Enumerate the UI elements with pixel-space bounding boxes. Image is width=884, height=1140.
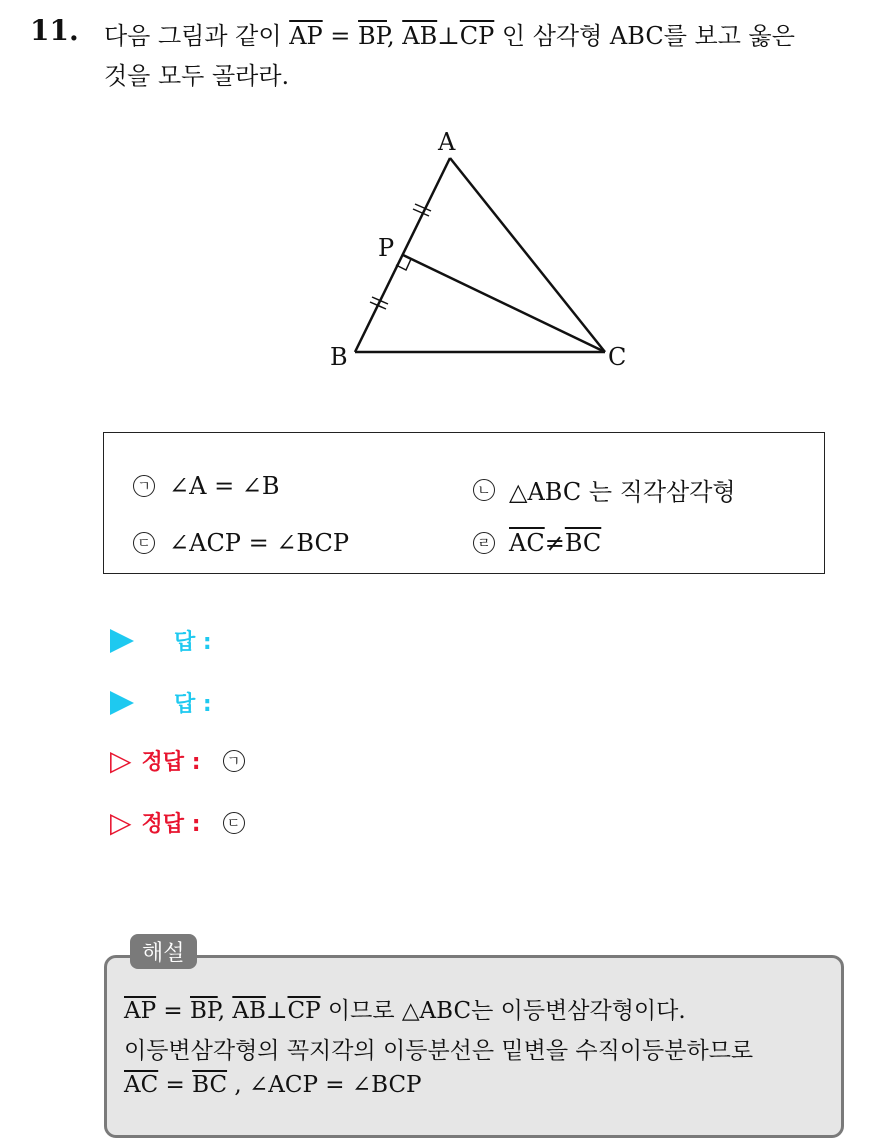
segment-bp: $\overline{BP}$: [190, 998, 218, 1024]
correct-answer-value: ㄱ: [223, 750, 245, 772]
correct-answer-label: 정답 :: [141, 812, 201, 837]
choice-4: [473, 529, 601, 557]
vertex-label-b: B: [330, 343, 348, 371]
question-line-1: [104, 16, 795, 51]
equals-sign: =: [158, 1072, 193, 1098]
segment-ac: $\overline{AC}$: [509, 529, 545, 557]
segment-ab: $\overline{AB}$: [402, 22, 438, 50]
segment-ab: $\overline{AB}$: [232, 998, 266, 1024]
play-triangle-icon: [110, 629, 134, 653]
answer-row-1: [110, 625, 212, 656]
question-number: 11.: [30, 14, 79, 47]
segment-pc: [403, 255, 605, 352]
segment-ap: $\overline{AP}$: [124, 998, 157, 1024]
segment-bc: $\overline{BC}$: [564, 529, 602, 557]
vertex-label-a: A: [438, 128, 456, 156]
choice-3-text: ∠ACP = ∠BCP: [169, 529, 350, 557]
correct-answer-label: 정답 :: [141, 750, 201, 775]
comma: ,: [386, 22, 403, 50]
solution-line-1: [124, 992, 686, 1025]
choice-2: [473, 472, 736, 507]
choice-1: [133, 472, 280, 500]
point-label-p: P: [378, 234, 395, 262]
equals-sign: =: [156, 998, 190, 1024]
segment-cp: $\overline{CP}$: [287, 998, 321, 1024]
answer-label: 답 :: [174, 692, 212, 717]
choice-2-mark: ㄴ: [473, 479, 495, 501]
solution-tag: 해설: [130, 934, 197, 969]
choice-2-text: △ABC 는 직각삼각형: [509, 478, 736, 506]
question-line-2: 것을 모두 골라라.: [104, 62, 290, 90]
segment-bc: $\overline{BC}$: [192, 1072, 228, 1098]
segment-ap: $\overline{AP}$: [289, 22, 323, 50]
correct-answer-row-1: [110, 744, 259, 777]
choice-3: [133, 529, 349, 557]
vertex-label-c: C: [608, 343, 627, 371]
choice-1-mark: ㄱ: [133, 475, 155, 497]
segment-cp: $\overline{CP}$: [459, 22, 495, 50]
question-text: 다음 그림과 같이: [104, 22, 290, 50]
side-ab: [355, 158, 450, 352]
choice-1-text: ∠A = ∠B: [169, 472, 280, 500]
side-ac: [450, 158, 605, 352]
choice-3-mark: ㄷ: [133, 532, 155, 554]
correct-answer-row-2: [110, 806, 259, 839]
solution-line-3: [124, 1072, 422, 1098]
perpendicular-symbol: ⊥: [437, 22, 460, 50]
outline-triangle-icon: ▷: [110, 806, 132, 839]
correct-answer-value: ㄷ: [223, 812, 245, 834]
perpendicular-symbol: ⊥: [265, 998, 288, 1024]
segment-ac: $\overline{AC}$: [124, 1072, 159, 1098]
triangle-figure: [300, 120, 660, 384]
solution-text: , ∠ACP = ∠BCP: [227, 1072, 422, 1098]
not-equal-sign: ≠: [544, 529, 565, 557]
play-triangle-icon: [110, 691, 134, 715]
triangle-diagram: [300, 120, 660, 380]
choice-4-mark: ㄹ: [473, 532, 495, 554]
outline-triangle-icon: ▷: [110, 744, 132, 777]
answer-row-2: [110, 687, 212, 718]
solution-text: 이므로 △ABC는 이등변삼각형이다.: [320, 998, 686, 1024]
comma: ,: [217, 998, 233, 1024]
question-text-tail: 인 삼각형 ABC를 보고 옳은: [494, 22, 795, 50]
equals-sign: =: [322, 22, 359, 50]
solution-line-2: 이등변삼각형의 꼭지각의 이등분선은 밑변을 수직이등분하므로: [124, 1038, 754, 1064]
segment-bp: $\overline{BP}$: [358, 22, 387, 50]
answer-label: 답 :: [174, 630, 212, 655]
